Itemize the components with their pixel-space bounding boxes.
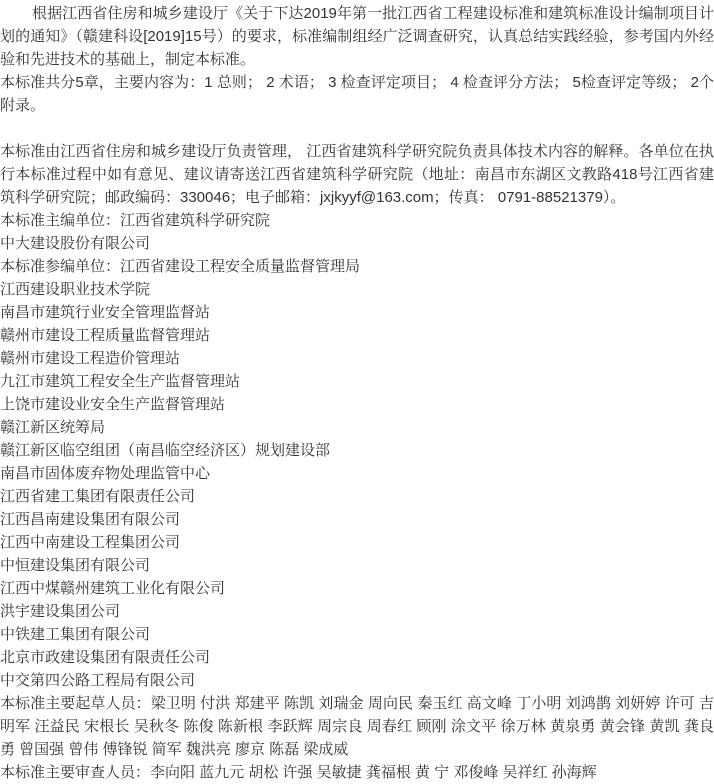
participating-unit-line: 本标准参编单位：江西省建设工程安全质量监督管理局	[0, 258, 361, 275]
participating-unit-line: 江西昌南建设集团有限公司	[0, 511, 181, 528]
chief-editing-unit-line: 中大建设股份有限公司	[0, 235, 151, 252]
participating-unit-line: 九江市建筑工程安全生产监督管理站	[0, 373, 241, 390]
participating-unit-line: 南昌市固体废弃物处理监管中心	[0, 465, 211, 482]
drafters-line: 本标准主要起草人员：梁卫明 付洪 郑建平 陈凯 刘瑞金 周向民 秦玉红 高文峰 丁小明 刘鸿鹊 刘妍婷 许可 吉明军 汪益民 宋根长 吴秋冬 陈俊 陈新根 李跃辉 周宗良 周春红 顾刚 涂文平 徐万林 黄泉勇 黄会锋 黄凯 龚良勇 曾国强 曾伟 傅锋锐 简军 魏洪亮 廖京 陈磊 梁成威	[0, 695, 714, 758]
chief-editing-unit-line: 本标准主编单位：江西省建筑科学研究院	[0, 212, 271, 229]
participating-unit-line: 中铁建工集团有限公司	[0, 626, 151, 643]
contents-summary: 本标准共分5章，主要内容为：1 总则； 2 术语； 3 检查评定项目； 4 检查评分方法； 5检查评定等级； 2个附录。	[0, 74, 714, 114]
participating-unit-line: 江西中南建设工程集团公司	[0, 534, 181, 551]
participating-unit-line: 北京市政建设集团有限责任公司	[0, 649, 211, 666]
participating-unit-line: 赣江新区临空组团（南昌临空经济区）规划建设部	[0, 442, 331, 459]
participating-unit-line: 江西建设职业技术学院	[0, 281, 151, 298]
participating-unit-line: 江西中煤赣州建筑工业化有限公司	[0, 580, 226, 597]
participating-unit-line: 江西省建工集团有限责任公司	[0, 488, 196, 505]
participating-unit-line: 南昌市建筑行业安全管理监督站	[0, 304, 211, 321]
participating-unit-line: 赣州市建设工程质量监督管理站	[0, 327, 211, 344]
participating-unit-line: 中恒建设集团有限公司	[0, 557, 151, 574]
management-note: 本标准由江西省住房和城乡建设厅负责管理， 江西省建筑科学研究院负责具体技术内容的解释。各单位在执行本标准过程中如有意见、建议请寄送江西省建筑科学研究院（地址：南昌市东湖区文教路418号江西省建筑科学研究院；邮政编码：330046；电子邮箱：jxjkyyf@163.com；传真： 0791-88521379）。	[0, 143, 714, 206]
participating-unit-line: 赣州市建设工程造价管理站	[0, 350, 181, 367]
participating-unit-line: 中交第四公路工程局有限公司	[0, 672, 196, 689]
intro-paragraph: 根据江西省住房和城乡建设厅《关于下达2019年第一批江西省工程建设标准和建筑标准设计编制项目计划的通知》（赣建科设[2019]15号）的要求，标准编制组经广泛调查研究，认真总结实践经验，参考国内外经验和先进技术的基础上，制定本标准。	[0, 5, 714, 68]
reviewers-line: 本标准主要审查人员：李向阳 蓝九元 胡松 许强 吴敏捷 龚福根 黄 宁 邓俊峰 吴祥红 孙海辉	[0, 764, 597, 781]
participating-unit-line: 赣江新区统筹局	[0, 419, 106, 436]
participating-unit-line: 洪宇建设集团公司	[0, 603, 121, 620]
participating-unit-line: 上饶市建设业安全生产监督管理站	[0, 396, 226, 413]
